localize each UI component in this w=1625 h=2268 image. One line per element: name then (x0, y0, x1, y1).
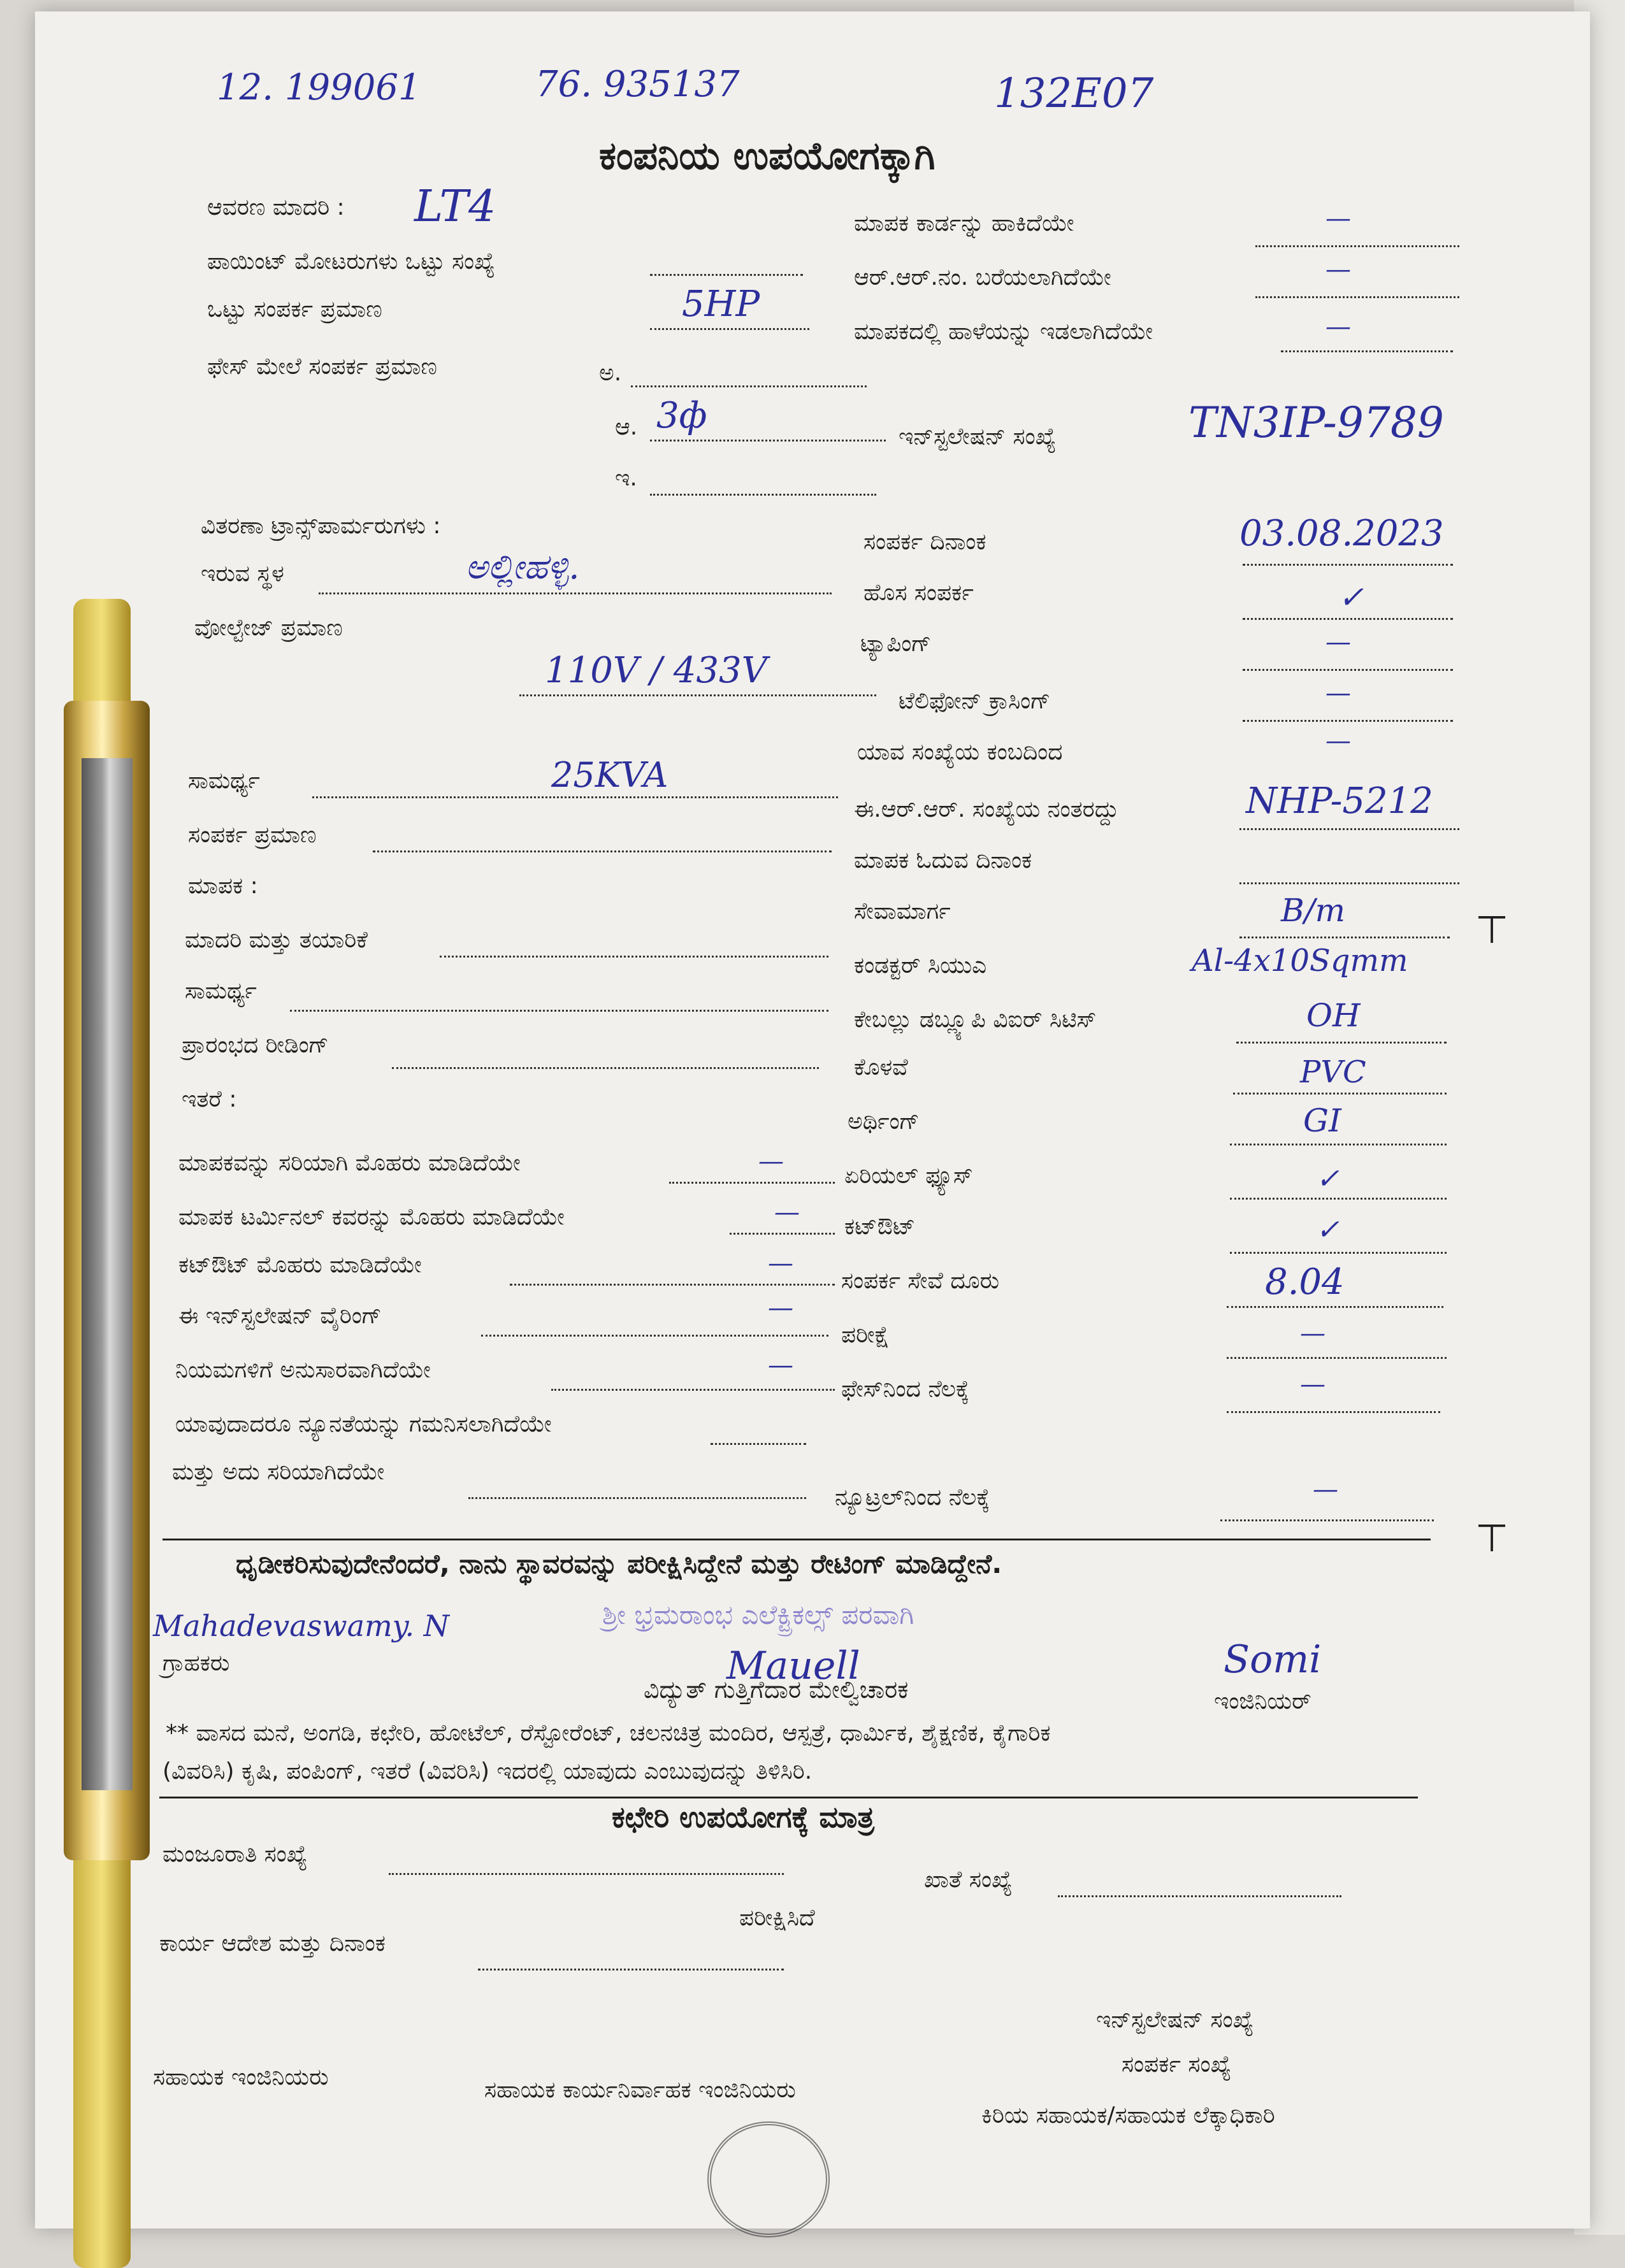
total-load-label: ಒಟ್ಟು ಸಂಪರ್ಕ ಪ್ರಮಾಣ (207, 296, 382, 322)
telephone-crossing-value: — (1325, 678, 1351, 708)
wiring-line (481, 1335, 828, 1337)
customer-name: Mahadevaswamy. N (153, 1609, 450, 1643)
meter-hole-value: — (1325, 312, 1351, 341)
account-no-line (1058, 1895, 1341, 1897)
cutout-sealed-value: — (768, 1249, 793, 1278)
make-model-label: ಮಾದರಿ ಮತ್ತು ತಯಾರಿಕೆ (185, 927, 368, 953)
per-rules-line (551, 1389, 835, 1391)
telephone-crossing-line (1243, 720, 1453, 722)
phase-a-line (631, 385, 867, 387)
cutout-sealed-label: ಕಟ್‌ಔಟ್ ಮೊಹರು ಮಾಡಿದೆಯೇ (178, 1252, 422, 1278)
service-route-line (1239, 937, 1450, 938)
new-connection-line (1243, 618, 1453, 620)
service-distance-label: ಸಂಪರ್ಕ ಸೇವೆ ದೂರು (841, 1268, 1000, 1294)
wiring-value: — (768, 1293, 793, 1323)
voltage-label: ವೋಲ್ಟೇಜ್ ಪ್ರಮಾಣ (194, 615, 343, 641)
installation-no-label: ಇನ್‌ಸ್ಟಲೇಷನ್ ಸಂಖ್ಯೆ (899, 424, 1057, 450)
contractor-stamp: ಶ್ರೀ ಭ್ರಮರಾಂಭ ಎಲೆಕ್ಟ್ರಿಕಲ್ಸ್ ಪರವಾಗಿ (602, 1599, 914, 1630)
service-route-label: ಸೇವಾಮಾರ್ಗ (854, 898, 951, 924)
aerial-fuse-line (1230, 1198, 1447, 1200)
declaration-text: ಧೃಡೀಕರಿಸುವುದೇನೆಂದರೆ, ನಾನು ಸ್ಥಾವರವನ್ನು ಪರೀಕ್ಷಿಸಿದ್ದೇನೆ ಮತ್ತು ರೇಟಿಂಗ್ ಮಾಡಿದ್ದೇನೆ. (236, 1548, 1002, 1579)
header-number-2: 76. 935137 (535, 64, 740, 105)
per-rules-label: ನಿಯಮಗಳಿಗೆ ಅನುಸಾರವಾಗಿದೆಯೇ (175, 1357, 431, 1383)
err-after-value: NHP-5212 (1246, 780, 1433, 822)
test-label: ಪರೀಕ್ಷೆ (841, 1322, 890, 1348)
rr-no-label: ಆರ್.ಆರ್.ನಂ. ಬರೆಯಲಾಗಿದೆಯೇ (854, 264, 1111, 291)
earthing-line (1230, 1144, 1447, 1145)
cable-label: ಕೇಬಲ್ಲು ಡಬ್ಲ್ಯೂಪಿ ವಿಐರ್ ಸಿಟಿಸ್ (854, 1007, 1097, 1033)
declaration-rule-top (162, 1539, 1431, 1540)
customer-label: ಗ್ರಾಹಕರು (162, 1650, 230, 1676)
phase-ground-value: — (1300, 1370, 1325, 1399)
office-connection-no-label: ಸಂಪರ್ಕ ಸಂಖ್ಯೆ (1122, 2051, 1232, 2078)
meter-card-value: — (1325, 204, 1351, 233)
new-connection-value: ✓ (1338, 580, 1364, 615)
per-rules-value: — (768, 1351, 793, 1380)
cable-line (1236, 1042, 1447, 1044)
tapping-label: ಟ್ಯಾಪಿಂಗ್ (860, 631, 932, 657)
conductor-label: ಕಂಡಕ್ಟರ್ ಸಿಯುಎ (854, 952, 987, 979)
pipe-line (1233, 1093, 1447, 1095)
pole-number-label: ಯಾವ ಸಂಖ್ಯೆಯ ಕಂಬದಿಂದ (857, 739, 1063, 765)
tapping-line (1243, 669, 1453, 671)
meter-capacity-line (290, 1010, 828, 1012)
pipe-value: PVC (1300, 1054, 1366, 1090)
office-heading: ಕಛೇರಿ ಉಪಯೋಗಕ್ಕೆ ಮಾತ್ರ (612, 1800, 874, 1834)
cutout-line (1230, 1252, 1447, 1254)
meter-heading: ಮಾಪಕ : (188, 873, 258, 899)
telephone-crossing-label: ಟೆಲಿಫೋನ್ ಕ್ರಾಸಿಂಗ್ (899, 688, 1051, 714)
meter-sealed-value: — (758, 1147, 784, 1176)
sanction-no-line (389, 1873, 784, 1875)
meter-hole-line (1281, 350, 1453, 352)
junior-asst-label: ಕಿರಿಯ ಸಹಾಯಕ/ಸಹಾಯಕ ಲೆಕ್ಕಾಧಿಕಾರಿ (981, 2102, 1275, 2128)
phase-load-label: ಫೇಸ್ ಮೇಲೆ ಸಂಪರ್ಕ ಪ್ರಮಾಣ (207, 354, 437, 380)
earthing-label: ಅರ್ಥಿಂಗ್ (848, 1109, 920, 1135)
meter-read-date-line (1239, 882, 1459, 884)
terminal-sealed-label: ಮಾಪಕ ಟರ್ಮಿನಲ್ ಕವರನ್ನು ಮೊಹರು ಮಾಡಿದೆಯೇ (178, 1204, 565, 1230)
service-distance-value: 8.04 (1265, 1261, 1345, 1303)
engineer-signature-mark: Somi (1224, 1637, 1322, 1682)
terminal-sealed-line (730, 1233, 835, 1235)
form-title: ಕಂಪನಿಯ ಉಪಯೋಗಕ್ಕಾಗಿ (599, 134, 935, 178)
checked-label: ಪರೀಕ್ಷಿಸಿದೆ (739, 1905, 815, 1931)
meter-hole-label: ಮಾಪಕದಲ್ಲಿ ಹಾಳೆಯನ್ನು ಇಡಲಾಗಿದೆಯೇ (854, 319, 1153, 345)
phase-i-line (650, 494, 876, 496)
capacity-label: ಸಾಮರ್ಥ್ಯ (188, 768, 260, 794)
neutral-ground-value: — (1313, 1475, 1338, 1504)
meter-read-date-label: ಮಾಪಕ ಓದುವ ದಿನಾಂಕ (854, 847, 1032, 873)
service-route-value: B/m (1281, 892, 1346, 929)
err-after-label: ಈ.ಆರ್.ಆರ್. ಸಂಖ್ಯೆಯ ನಂತರದ್ದು (854, 796, 1119, 822)
asst-exec-engineer-label: ಸಹಾಯಕ ಕಾರ್ಯನಿರ್ವಾಹಕ ಇಂಜಿನಿಯರು (484, 2077, 796, 2103)
initial-reading-line (392, 1067, 819, 1069)
initial-reading-label: ಪ್ರಾರಂಭದ ರೀಡಿಂಗ್ (182, 1032, 329, 1058)
cutout-value: ✓ (1316, 1214, 1340, 1246)
tapping-value: — (1325, 628, 1351, 657)
installation-no-value: TN3IP-9789 (1188, 398, 1444, 447)
connection-load-line (373, 850, 832, 852)
contractor-signature-mark: Mauell (726, 1644, 860, 1688)
header-number-3: 132E07 (994, 70, 1154, 117)
connection-date-value: 03.08.2023 (1239, 513, 1444, 554)
meter-sealed-label: ಮಾಪಕವನ್ನು ಸರಿಯಾಗಿ ಮೊಹರು ಮಾಡಿದೆಯೇ (178, 1150, 521, 1176)
rr-no-value: — (1325, 255, 1351, 284)
location-line (319, 592, 832, 594)
test-value: — (1300, 1319, 1325, 1348)
neutral-ground-line (1220, 1519, 1434, 1521)
earthing-value: GI (1303, 1102, 1341, 1139)
file-fastener (64, 701, 150, 1860)
correct-line (468, 1497, 806, 1499)
meter-sealed-line (669, 1182, 835, 1184)
meter-card-label: ಮಾಪಕ ಕಾರ್ಡನ್ನು ಹಾಕಿದೆಯೇ (854, 210, 1074, 236)
phase-ground-label: ಫೇಸ್‌ನಿಂದ ನೆಲಕ್ಕೆ (841, 1376, 970, 1402)
rr-no-line (1255, 296, 1459, 298)
connection-date-line (1243, 564, 1453, 566)
department-seal-icon (707, 2121, 830, 2237)
phase-aa-line (650, 440, 886, 441)
margin-mark-2: ⊤ (1475, 1516, 1509, 1561)
capacity-value: 25KVA (551, 755, 668, 795)
meter-capacity-label: ಸಾಮರ್ಥ್ಯ (185, 978, 257, 1004)
office-rule-top (159, 1797, 1418, 1798)
wiring-label: ಈ ಇನ್‌ಸ್ಟಲೇಷನ್ ವೈರಿಂಗ್ (178, 1303, 382, 1329)
terminal-sealed-value: — (774, 1198, 800, 1227)
phase-i-label: ಇ. (615, 465, 637, 491)
work-order-label: ಕಾರ್ಯ ಆದೇಶ ಮತ್ತು ದಿನಾಂಕ (159, 1930, 386, 1956)
pole-number-value: — (1325, 726, 1351, 756)
cutout-sealed-line (510, 1284, 835, 1286)
footnote-line-2: (ವಿವರಿಸಿ) ಕೃಷಿ, ಪಂಪಿಂಗ್, ಇತರೆ (ವಿವರಿಸಿ) ಇದರಲ್ಲಿ ಯಾವುದು ಎಂಬುವುದನ್ನು ತಿಳಿಸಿರಿ. (162, 1758, 812, 1784)
connection-load-label: ಸಂಪರ್ಕ ಪ್ರಮಾಣ (188, 822, 317, 848)
total-load-line (650, 328, 809, 330)
service-distance-line (1227, 1306, 1443, 1308)
engineer-label: ಇಂಜಿನಿಯರ್ (1214, 1688, 1311, 1714)
correct-label: ಮತ್ತು ಅದು ಸರಿಯಾಗಿದೆಯೇ (172, 1459, 385, 1485)
defects-line (711, 1443, 806, 1445)
defects-label: ಯಾವುದಾದರೂ ನ್ಯೂನತೆಯನ್ನು ಗಮನಿಸಲಾಗಿದೆಯೇ (175, 1411, 552, 1437)
cutout-label: ಕಟ್‌ಔಟ್ (844, 1214, 916, 1240)
location-value: ಅಲ್ಲೀಹಳ್ಳಿ. (465, 547, 580, 587)
err-after-line (1239, 828, 1459, 830)
aerial-fuse-label: ಏರಿಯಲ್ ಫ್ಯೂಸ್ (844, 1163, 973, 1189)
margin-mark-1: ⊤ (1475, 908, 1509, 952)
connection-date-label: ಸಂಪರ್ಕ ದಿನಾಂಕ (863, 529, 986, 555)
enclosure-value: LT4 (414, 182, 496, 232)
phase-a-label: ಅ. (599, 360, 622, 386)
test-line (1227, 1357, 1447, 1359)
others-label: ಇತರೆ : (182, 1086, 237, 1112)
office-installation-no-label: ಇನ್‌ಸ್ಟಲೇಷನ್ ಸಂಖ್ಯೆ (1096, 2007, 1254, 2033)
meter-card-line (1255, 245, 1459, 247)
conductor-value: Al-4x10Sqmm (1192, 943, 1408, 979)
form-sheet (35, 11, 1590, 2229)
phase-aa-label: ಆ. (615, 414, 638, 440)
phase-ground-line (1227, 1411, 1440, 1413)
footnote-line-1: ** ವಾಸದ ಮನೆ, ಅಂಗಡಿ, ಕಛೇರಿ, ಹೋಟೆಲ್, ರೆಸ್ಟೋರೆಂಟ್, ಚಲನಚಿತ್ರ ಮಂದಿರ, ಆಸ್ಪತ್ರೆ, ಧಾರ್ಮಿಕ, ಶೈಕ್ಷಣಿಕ, ಕೈಗಾರಿಕ (166, 1720, 1051, 1746)
asst-engineer-label: ಸಹಾಯಕ ಇಂಜಿನಿಯರು (153, 2064, 329, 2090)
neutral-ground-label: ನ್ಯೂಟ್ರಲ್‌ನಿಂದ ನೆಲಕ್ಕೆ (835, 1484, 990, 1511)
phase-aa-value: 3ф (656, 395, 707, 436)
capacity-line (312, 796, 838, 798)
cable-value: OH (1306, 997, 1361, 1034)
work-order-line (478, 1969, 784, 1970)
new-connection-label: ಹೊಸ ಸಂಪರ್ಕ (863, 580, 974, 606)
transformers-label: ವಿತರಣಾ ಟ್ರಾನ್ಸ್‌ಪಾರ್ಮರುಗಳು : (201, 513, 441, 539)
aerial-fuse-value: ✓ (1316, 1163, 1340, 1195)
make-model-line (440, 956, 828, 958)
total-load-value: 5HP (682, 284, 760, 325)
point-motors-line (650, 274, 803, 276)
location-label: ಇರುವ ಸ್ಥಳ (201, 561, 284, 587)
contractor-label: ವಿದ್ಯುತ್ ಗುತ್ತಿಗೆದಾರ ಮೇಲ್ವಿಚಾರಕ (644, 1676, 909, 1704)
voltage-line (519, 694, 876, 696)
pipe-label: ಕೊಳವೆ (854, 1054, 908, 1080)
voltage-value: 110V / 433V (545, 650, 768, 691)
enclosure-label: ಆವರಣ ಮಾದರಿ : (207, 194, 345, 220)
header-number-1: 12. 199061 (217, 67, 421, 108)
account-no-label: ಖಾತೆ ಸಂಖ್ಯೆ (924, 1867, 1013, 1893)
file-fastener-bar (82, 758, 133, 1790)
point-motors-label: ಪಾಯಿಂಟ್ ಮೋಟರುಗಳು ಒಟ್ಟು ಸಂಖ್ಯೆ (207, 248, 495, 275)
sanction-no-label: ಮಂಜೂರಾತಿ ಸಂಖ್ಯೆ (162, 1841, 308, 1867)
